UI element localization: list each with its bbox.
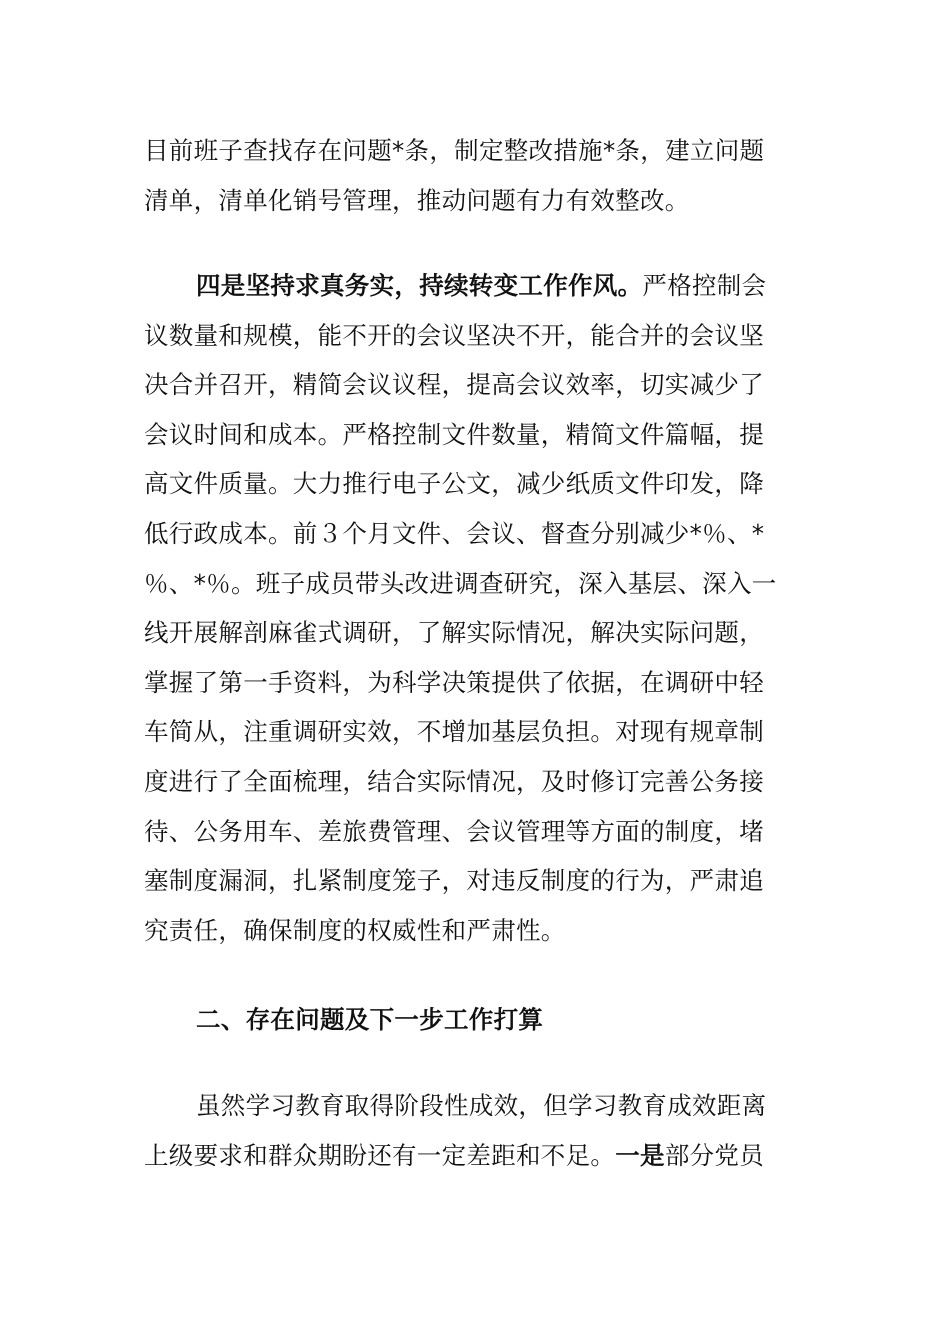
text-line: 究责任，确保制度的权威性和严肃性。: [144, 915, 566, 945]
text-line: 决合并召开，精简会议议程，提高会议效率，切实减少了: [144, 370, 764, 400]
text-line: 塞制度漏洞，扎紧制度笼子，对违反制度的行为，严肃追: [144, 866, 764, 896]
paragraph-2: [144, 261, 794, 955]
paragraph-3: [144, 1081, 794, 1180]
text-line: 车简从，注重调研实效，不增加基层负担。对现有规章制: [144, 717, 764, 747]
text-line: 议数量和规模，能不开的会议坚决不开，能合并的会议坚: [144, 320, 764, 350]
bold-marker: 一是: [615, 1140, 665, 1170]
section-heading: 二、存在问题及下一步工作打算: [196, 1005, 544, 1034]
text-line: 低行政成本。前３个月文件、会议、督查分别减少*％、*: [144, 518, 765, 548]
text-line: ％、*％。班子成员带头改进调查研究，深入基层、深入一: [144, 568, 777, 598]
text-line: 虽然学习教育取得阶段性成效，但学习教育成效距离: [196, 1091, 767, 1120]
text-run: 上级要求和群众期盼还有一定差距和不足。: [144, 1140, 616, 1170]
text-line: 清单，清单化销号管理，推动问题有力有效整改。: [144, 185, 690, 215]
text-line: 线开展解剖麻雀式调研，了解实际情况，解决实际问题，: [144, 618, 764, 648]
text-line: 掌握了第一手资料，为科学决策提供了依据，在调研中轻: [144, 667, 764, 697]
text-line: 目前班子查找存在问题*条，制定整改措施*条，建立问题: [144, 136, 765, 165]
text-line: 会议时间和成本。严格控制文件数量，精简文件篇幅，提: [144, 419, 764, 449]
text-line: [144, 261, 794, 311]
text-line: 度进行了全面梳理，结合实际情况，及时修订完善公务接: [144, 766, 764, 796]
bold-lead: 四是坚持求真务实，持续转变工作作风。: [196, 271, 643, 300]
paragraph-1: [144, 126, 794, 225]
text-run: 部分党员: [664, 1140, 765, 1170]
text-line: 高文件质量。大力推行电子公文，减少纸质文件印发，降: [144, 469, 764, 499]
text-run: 严格控制会: [642, 271, 767, 300]
text-line: [144, 1131, 794, 1181]
text-line: 待、公务用车、差旅费管理、会议管理等方面的制度，堵: [144, 816, 764, 846]
